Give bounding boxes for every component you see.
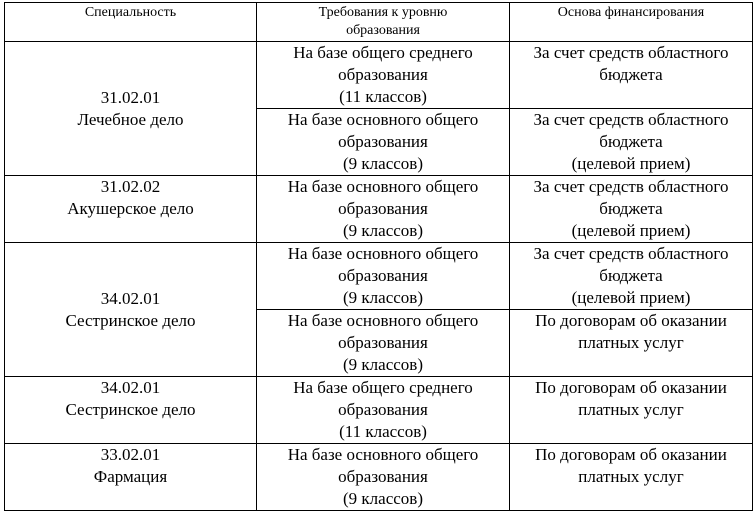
specialty-code: 33.02.01 (100, 445, 161, 464)
funding-cell: За счет средств областного бюджета (целевой прием) (510, 109, 753, 176)
table-row (5, 444, 753, 511)
requirements-cell: На базе общего среднего образования (11 классов) (257, 377, 510, 444)
specialty-code: 34.02.01 (100, 378, 161, 397)
table-row (5, 243, 753, 310)
specialty-cell (5, 176, 257, 243)
specialty-name: Лечебное дело (77, 109, 184, 129)
requirements-cell: На базе основного общего образования (9 классов) (257, 109, 510, 176)
header-specialty: Специальность (5, 3, 257, 42)
requirements-cell: На базе основного общего образования (9 классов) (257, 243, 510, 310)
specialty-cell (5, 243, 257, 377)
specialty-code: 31.02.01 (100, 87, 161, 107)
funding-cell: По договорам об оказании платных услуг (510, 377, 753, 444)
funding-cell: По договорам об оказании платных услуг (510, 444, 753, 511)
admission-table (4, 2, 753, 511)
specialty-code: 31.02.02 (100, 177, 161, 196)
specialty-name: Акушерское дело (67, 199, 194, 218)
table-row (5, 377, 753, 444)
funding-cell: За счет средств областного бюджета (целевой прием) (510, 176, 753, 243)
table-row (5, 176, 753, 243)
header-row (5, 3, 753, 42)
requirements-cell: На базе основного общего образования (9 классов) (257, 310, 510, 377)
specialty-name: Сестринское дело (65, 310, 196, 330)
specialty-name: Сестринское дело (65, 400, 196, 419)
requirements-cell: На базе основного общего образования (9 классов) (257, 444, 510, 511)
requirements-cell: На базе общего среднего образования (11 классов) (257, 42, 510, 109)
specialty-code: 34.02.01 (100, 288, 161, 308)
funding-cell: По договорам об оказании платных услуг (510, 310, 753, 377)
funding-cell: За счет средств областного бюджета (целевой прием) (510, 243, 753, 310)
specialty-cell (5, 42, 257, 176)
specialty-name: Фармация (93, 467, 168, 486)
specialty-cell (5, 377, 257, 444)
header-funding: Основа финансирования (510, 3, 753, 42)
specialty-cell (5, 444, 257, 511)
requirements-cell: На базе основного общего образования (9 классов) (257, 176, 510, 243)
header-requirements: Требования к уровню образования (257, 3, 510, 42)
table-row (5, 42, 753, 109)
funding-cell: За счет средств областного бюджета (510, 42, 753, 109)
